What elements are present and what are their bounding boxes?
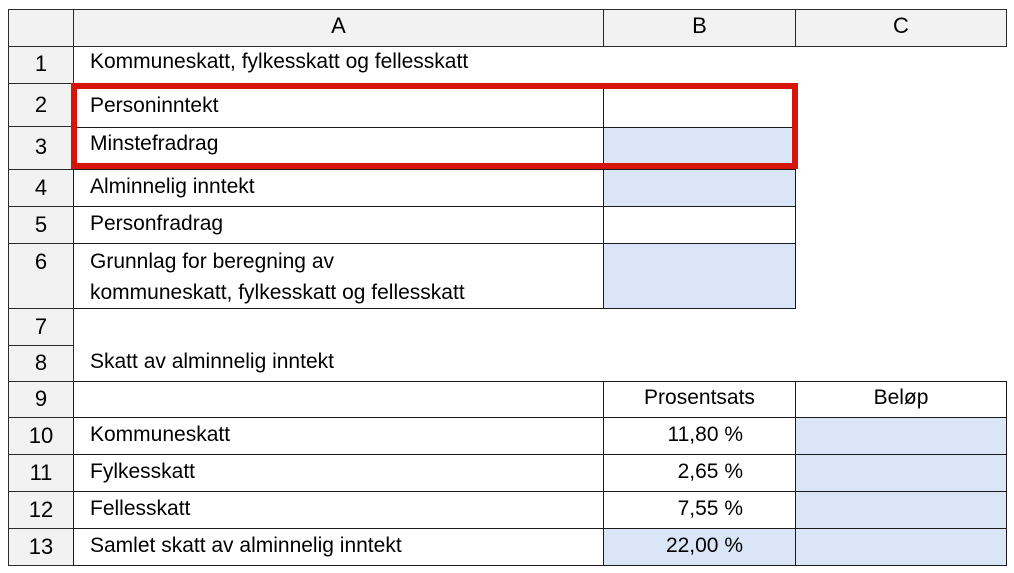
cell-c10-amount[interactable] xyxy=(795,417,1007,455)
cell-b6[interactable] xyxy=(603,243,796,309)
cell-b5-input[interactable] xyxy=(603,206,796,244)
cell-a2[interactable]: Personinntekt xyxy=(73,86,604,128)
cell-a5[interactable]: Personfradrag xyxy=(73,206,604,244)
row-header-1[interactable]: 1 xyxy=(8,46,74,84)
row-header-8[interactable]: 8 xyxy=(8,345,74,382)
cell-b12-rate[interactable]: 7,55 % xyxy=(603,491,796,529)
column-header-b[interactable]: B xyxy=(603,9,796,47)
cell-a12[interactable]: Fellesskatt xyxy=(73,491,604,529)
row-header-11[interactable]: 11 xyxy=(8,454,74,492)
row-header-2[interactable]: 2 xyxy=(8,83,74,127)
row-header-6[interactable]: 6 xyxy=(8,243,74,309)
cell-c11-amount[interactable] xyxy=(795,454,1007,492)
cell-a6-line2: kommuneskatt, fylkesskatt og fellesskatt xyxy=(90,281,465,304)
cell-c13-amount[interactable] xyxy=(795,528,1007,566)
cell-b2-input[interactable] xyxy=(603,86,796,128)
row-header-3[interactable]: 3 xyxy=(8,126,74,170)
cell-a13[interactable]: Samlet skatt av alminnelig inntekt xyxy=(73,528,604,566)
cell-a11[interactable]: Fylkesskatt xyxy=(73,454,604,492)
row-header-7[interactable]: 7 xyxy=(8,308,74,346)
cell-b10-rate[interactable]: 11,80 % xyxy=(603,417,796,455)
cell-a3[interactable]: Minstefradrag xyxy=(73,127,604,167)
row-header-10[interactable]: 10 xyxy=(8,417,74,455)
cell-b13-rate[interactable]: 22,00 % xyxy=(603,528,796,566)
cell-a9[interactable] xyxy=(73,381,604,418)
corner-header[interactable] xyxy=(8,9,74,47)
cell-a1-title[interactable]: Kommuneskatt, fylkesskatt og fellesskatt xyxy=(90,50,469,73)
column-header-c[interactable]: C xyxy=(795,9,1007,47)
row-header-13[interactable]: 13 xyxy=(8,528,74,566)
row-header-5[interactable]: 5 xyxy=(8,206,74,244)
cell-b9-header[interactable]: Prosentsats xyxy=(603,381,796,418)
cell-b11-rate[interactable]: 2,65 % xyxy=(603,454,796,492)
cell-a6[interactable] xyxy=(73,243,604,309)
cell-a4[interactable]: Alminnelig inntekt xyxy=(73,169,604,207)
cell-a10[interactable]: Kommuneskatt xyxy=(73,417,604,455)
cell-b3-input[interactable] xyxy=(603,127,796,167)
cell-a7[interactable] xyxy=(74,309,1004,345)
cell-a8-title[interactable]: Skatt av alminnelig inntekt xyxy=(90,350,334,373)
cell-a6-line1: Grunnlag for beregning av xyxy=(90,250,334,273)
cell-c9-header[interactable]: Beløp xyxy=(795,381,1007,418)
row-header-9[interactable]: 9 xyxy=(8,381,74,418)
row-header-12[interactable]: 12 xyxy=(8,491,74,529)
column-header-a[interactable]: A xyxy=(73,9,604,47)
cell-b4[interactable] xyxy=(603,169,796,207)
row-header-4[interactable]: 4 xyxy=(8,169,74,207)
cell-c12-amount[interactable] xyxy=(795,491,1007,529)
